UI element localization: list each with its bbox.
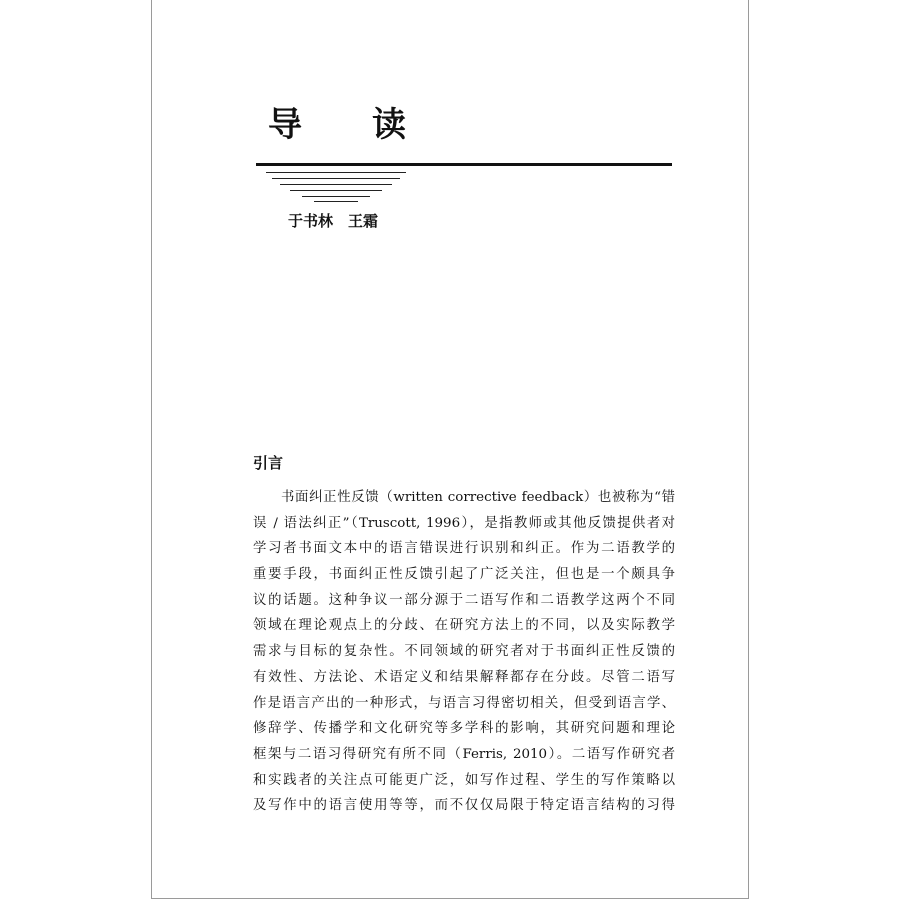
- paragraph-line: 议的话题。这种争议一部分源于二语写作和二语教学这两个不同: [253, 592, 675, 608]
- paragraph-line: 和实践者的关注点可能更广泛，如写作过程、学生的写作策略以: [253, 772, 675, 788]
- decorative-rule-line: [266, 172, 406, 173]
- paragraph-line: 重要手段，书面纠正性反馈引起了广泛关注，但也是一个颇具争: [253, 567, 675, 583]
- decorative-rule-line: [272, 178, 400, 179]
- chapter-title: 导读: [268, 105, 476, 145]
- paragraph-line: 框架与二语习得研究有所不同（Ferris, 2010）。二语写作研究者: [253, 746, 675, 762]
- paragraph-line: 学习者书面文本中的语言错误进行识别和纠正。作为二语教学的: [253, 541, 675, 557]
- paragraph-line: 修辞学、传播学和文化研究等多学科的影响，其研究问题和理论: [253, 721, 675, 737]
- decorative-rule-line: [290, 190, 382, 191]
- book-page: [151, 0, 749, 899]
- paragraph-line: 有效性、方法论、术语定义和结果解释都存在分歧。尽管二语写: [253, 669, 675, 685]
- paragraph-line: 误 / 语法纠正”（Truscott, 1996），是指教师或其他反馈提供者对: [253, 515, 675, 531]
- decorative-rule-line: [280, 184, 392, 185]
- decorative-rule-line: [314, 201, 358, 202]
- title-underline: [256, 163, 672, 166]
- paragraph-line: 作是语言产出的一种形式，与语言习得密切相关，但受到语言学、: [253, 695, 675, 711]
- paragraph-line: 及写作中的语言使用等等，而不仅仅局限于特定语言结构的习得: [253, 798, 675, 814]
- intro-paragraph: [253, 485, 675, 819]
- chapter-authors: 于书林 王霜: [288, 212, 379, 230]
- section-heading: 引言: [253, 454, 284, 472]
- decorative-rule-line: [302, 196, 370, 197]
- paragraph-line: 需求与目标的复杂性。不同领域的研究者对于书面纠正性反馈的: [253, 644, 675, 660]
- paragraph-line: 领域在理论观点上的分歧、在研究方法上的不同，以及实际教学: [253, 618, 675, 634]
- paragraph-line: 书面纠正性反馈（written corrective feedback）也被称为“错: [281, 490, 675, 505]
